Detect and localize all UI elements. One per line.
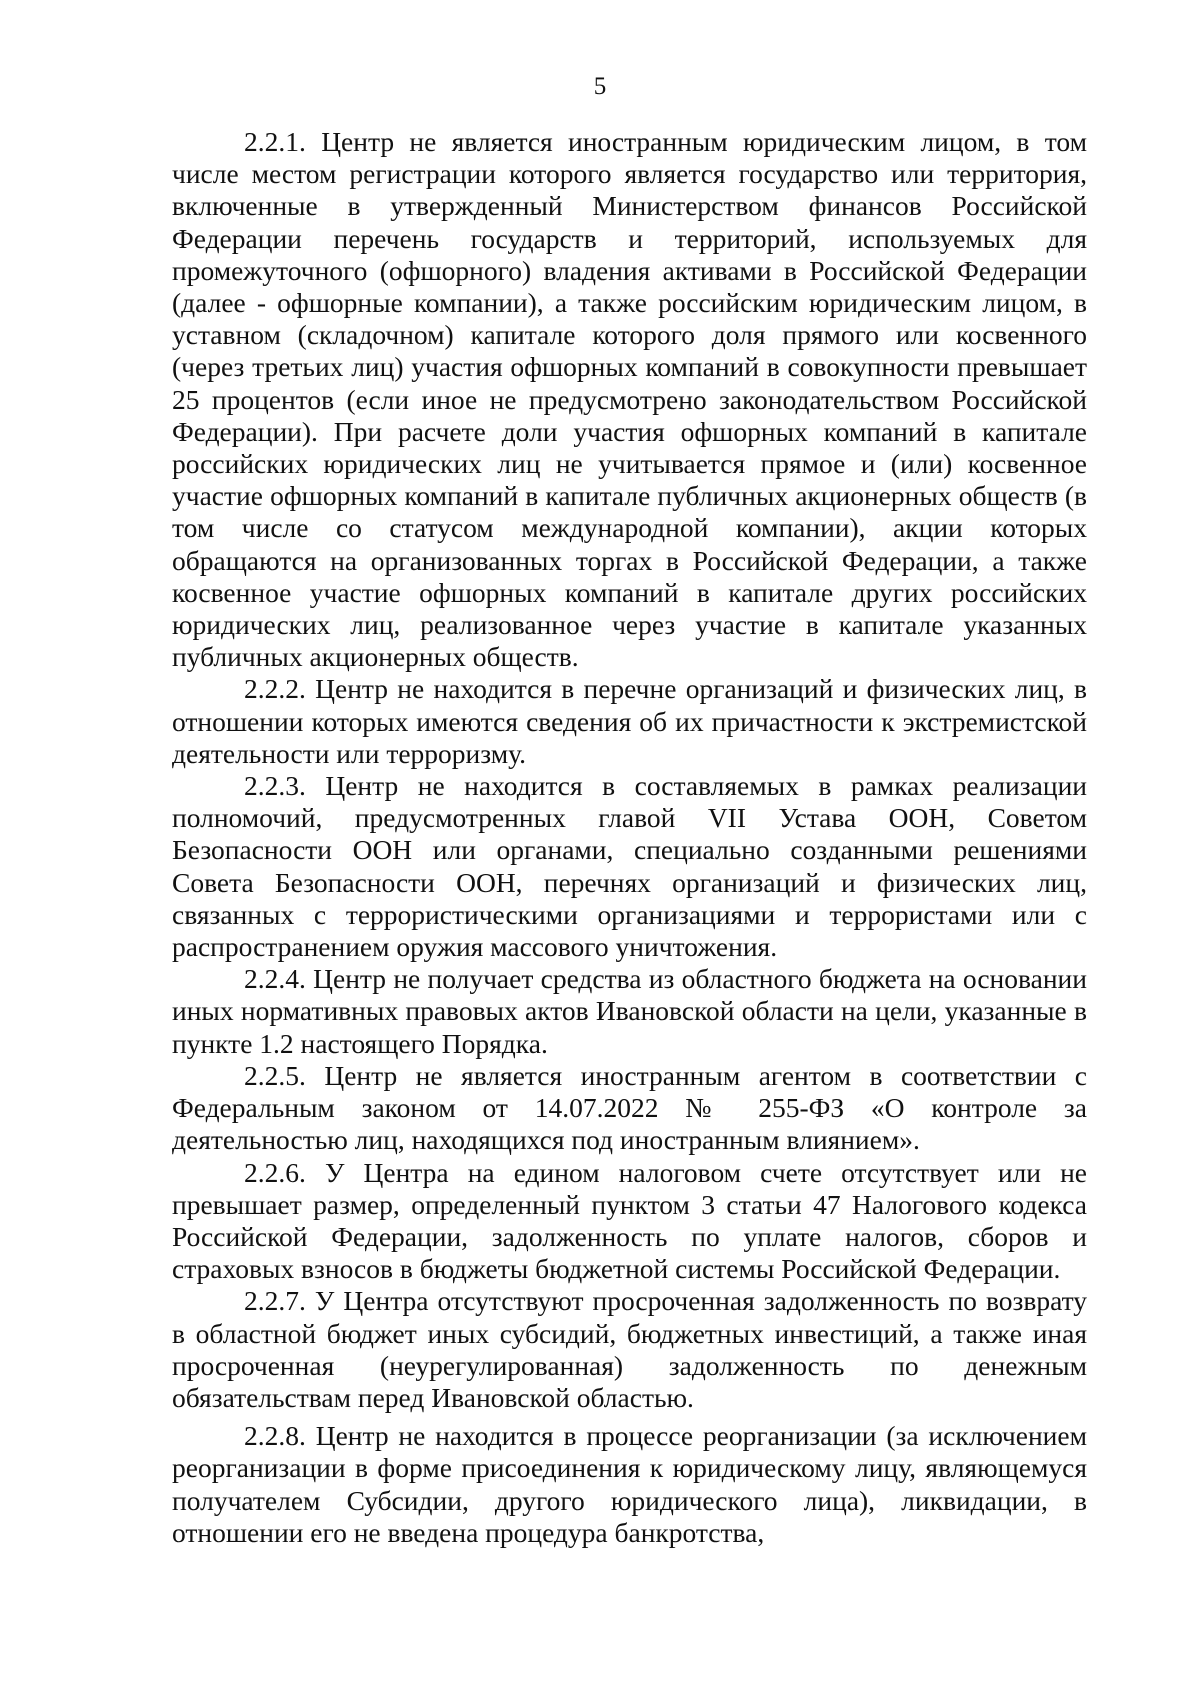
paragraph-2-2-4: 2.2.4. Центр не получает средства из областного бюджета на основании иных нормативных правовых актов Ивановской области на цели, указанные в пункте 1.2 настоящего Порядка. [172,963,1087,1059]
paragraph-2-2-6: 2.2.6. У Центра на едином налоговом счете отсутствует или не превышает размер, определенный пунктом 3 статьи 47 Налогового кодекса Российской Федерации, задолженность по уплате налогов, сборов и страховых взносов в бюджеты бюджетной системы Российской Федерации. [172,1156,1087,1285]
document-body [172,126,1087,1549]
paragraph-2-2-8: 2.2.8. Центр не находится в процессе реорганизации (за исключением реорганизации в форме присоединения к юридическому лицу, являющемуся получателем Субсидии, другого юридического лица), ликвидации, в отношении его не введена процедура банкротства, [172,1420,1087,1548]
paragraph-2-2-5: 2.2.5. Центр не является иностранным агентом в соответствии с Федеральным законом от 14.07.2022 № 255-ФЗ «О контроле за деятельностью лиц, находящихся под иностранным влиянием». [172,1059,1087,1156]
paragraph-2-2-2: 2.2.2. Центр не находится в перечне организаций и физических лиц, в отношении которых имеются сведения об их причастности к экстремистской деятельности или терроризму. [172,673,1087,769]
paragraph-2-2-1: 2.2.1. Центр не является иностранным юридическим лицом, в том числе местом регистрации которого является государство или территория, включенные в утвержденный Министерством финансов Российской Федерации перечень государств и территорий, используемых для промежуточного (офшорного) владения активами в Российской Федерации (далее - офшорные компании), а также российским юридическим лицом, в уставном (складочном) капитале которого доля прямого или косвенного (через третьих лиц) участия офшорных компаний в совокупности превышает 25 процентов (если иное не предусмотрено законодательством Российской Федерации). При расчете доли участия офшорных компаний в капитале российских юридических лиц не учитывается прямое и (или) косвенное участие офшорных компаний в капитале публичных акционерных обществ (в том числе со статусом международной компании), акции которых обращаются на организованных торгах в Российской Федерации, а также косвенное участие офшорных компаний в капитале других российских юридических лиц, реализованное через участие в капитале указанных публичных акционерных обществ. [172,126,1087,673]
page-number: 5 [593,73,607,100]
paragraph-2-2-3: 2.2.3. Центр не находится в составляемых в рамках реализации полномочий, предусмотренных главой VII Устава ООН, Советом Безопасности ООН или органами, специально созданными решениями Совета Безопасности ООН, перечнях организаций и физических лиц, связанных с террористическими организациями и террористами или с распространением оружия массового уничтожения. [172,770,1087,963]
paragraph-2-2-7: 2.2.7. У Центра отсутствуют просроченная задолженность по возврату в областной бюджет иных субсидий, бюджетных инвестиций, а также иная просроченная (неурегулированная) задолженность по денежным обязательствам перед Ивановской областью. [172,1285,1087,1413]
